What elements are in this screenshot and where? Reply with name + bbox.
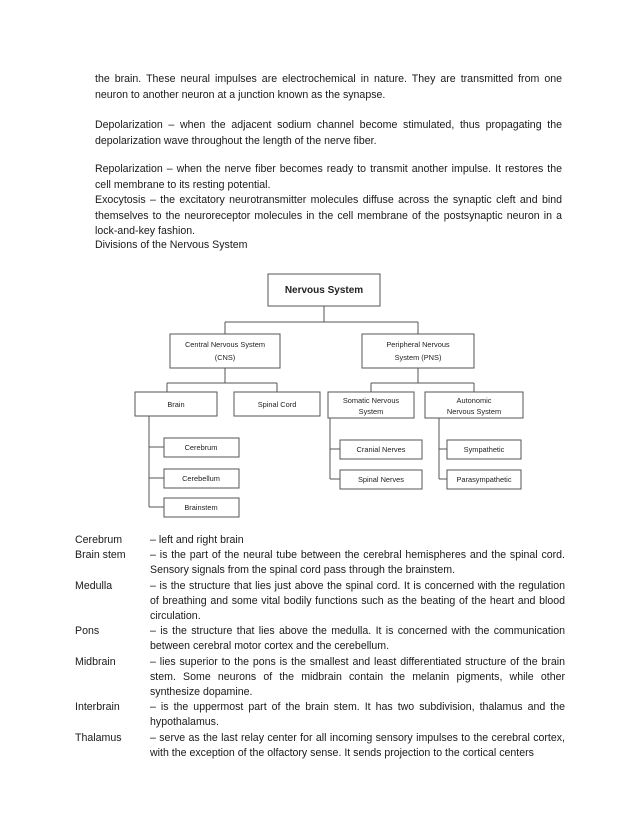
- node-brainstem: [164, 498, 239, 517]
- definition-term: Thalamus: [75, 731, 122, 744]
- node-pns-label-line1: Peripheral Nervous: [386, 340, 450, 349]
- node-pns-label-line2: System (PNS): [394, 353, 442, 362]
- node-somatic: [328, 392, 414, 418]
- definition-row: [75, 548, 565, 578]
- paragraph-repolarization: Repolarization – when the nerve fiber becomes ready to transmit another impulse. It restores the cell membrane to its resting potential.: [95, 163, 562, 191]
- node-cns: [170, 334, 280, 368]
- node-cerebellum-label: Cerebellum: [182, 474, 220, 483]
- node-autonomic: [425, 392, 523, 418]
- definition-term: Interbrain: [75, 701, 120, 714]
- node-spinal-nerves-label: Spinal Nerves: [357, 475, 405, 484]
- node-pns: [362, 334, 474, 368]
- node-spinal-nerves: [340, 470, 422, 489]
- node-cranial-nerves: [340, 440, 422, 459]
- node-somatic-label-line2: System: [358, 407, 384, 416]
- node-parasympathetic-label: Parasympathetic: [456, 475, 512, 484]
- node-cerebrum-label: Cerebrum: [184, 443, 218, 452]
- definition-row: [75, 700, 565, 730]
- node-brain: [135, 392, 217, 416]
- definition-row: [75, 579, 565, 625]
- node-spinal-cord-label: Spinal Cord: [257, 400, 297, 409]
- node-cerebellum: [164, 469, 239, 488]
- definition-row: [75, 655, 565, 701]
- definition-text: – lies superior to the pons is the smallest and least differentiated structure of the brain stem. Some neurons of the midbrain contain the melanin pigments, while other synthesize dopamine.: [150, 655, 565, 699]
- definition-text: – serve as the last relay center for all incoming sensory impulses to the cerebral cortex, with the exception of the olfactory sense. It sends projection to the cortical centers: [150, 731, 565, 759]
- definition-term: Pons: [75, 625, 100, 638]
- node-autonomic-label-line1: Autonomic: [456, 396, 492, 405]
- node-nervous-system: [268, 274, 380, 306]
- definition-term: Medulla: [75, 579, 113, 592]
- node-sympathetic-label: Sympathetic: [463, 445, 505, 454]
- node-sympathetic: [447, 440, 521, 459]
- definition-text: – is the part of the neural tube between the cerebral hemispheres and the spinal cord. Sensory signals from the spinal cord pass through the brainstem.: [150, 549, 565, 577]
- definition-row: [75, 624, 565, 654]
- paragraph-depolarization: Depolarization – when the adjacent sodium channel become stimulated, thus propagating the depolarization wave throughout the length of the nerve fiber.: [95, 119, 562, 147]
- definition-text: – is the uppermost part of the brain stem. It has two subdivision, thalamus and the hypothalamus.: [150, 701, 565, 729]
- definition-term: Cerebrum: [75, 534, 123, 546]
- definition-text: – is the structure that lies above the medulla. It is concerned with the communication between cerebral motor cortex and the cerebellum.: [150, 625, 565, 653]
- node-cranial-nerves-label: Cranial Nerves: [356, 445, 406, 454]
- node-nervous-system-label: Nervous System: [284, 285, 364, 296]
- definition-term: Midbrain: [75, 655, 116, 668]
- definition-row: [75, 533, 565, 548]
- definition-term: Brain stem: [75, 549, 126, 562]
- paragraph-synapse: the brain. These neural impulses are electrochemical in nature. They are transmitted from one neuron to another neuron at a junction known as the synapse.: [95, 73, 562, 101]
- definition-text: – left and right brain: [150, 534, 244, 546]
- paragraph-exocytosis: Exocytosis – the excitatory neurotransmitter molecules diffuse across the synaptic cleft and bind themselves to the neuroreceptor molecules in the cell membrane of the postsynaptic neuron in a lock-and-key fashion.: [95, 194, 562, 237]
- node-brainstem-label: Brainstem: [184, 503, 218, 512]
- node-somatic-label-line1: Somatic Nervous: [342, 396, 400, 405]
- node-parasympathetic: [447, 470, 521, 489]
- node-spinal-cord: [234, 392, 320, 416]
- definition-row: [75, 731, 565, 761]
- definition-text: – is the structure that lies just above the spinal cord. It is concerned with the regulation of breathing and some vital bodily functions such as the beating of the heart and blood circulation.: [150, 579, 565, 623]
- node-autonomic-label-line2: Nervous System: [446, 407, 502, 416]
- node-brain-label: Brain: [167, 400, 185, 409]
- node-cns-label-line1: Central Nervous System: [184, 340, 266, 349]
- definition-list: [75, 533, 565, 761]
- node-cns-label-line2: (CNS): [214, 353, 236, 362]
- node-cerebrum: [164, 438, 239, 457]
- section-heading: Divisions of the Nervous System: [95, 239, 248, 251]
